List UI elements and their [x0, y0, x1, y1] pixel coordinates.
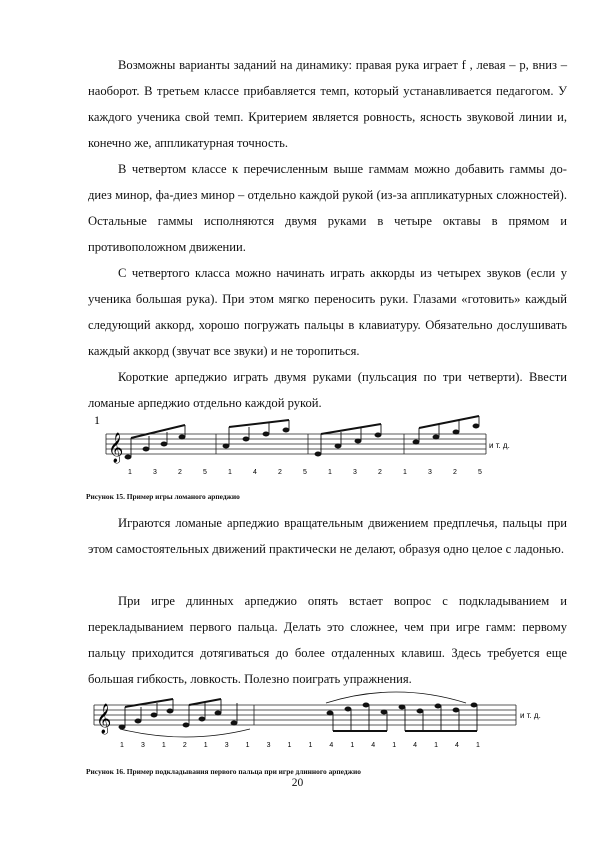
finger-number: 3 [224, 742, 229, 749]
music-example-broken-arpeggio [86, 410, 526, 480]
page-number: 20 [291, 777, 304, 789]
paragraph-long-arpeggios: При игре длинных арпеджио опять встает вопрос с подкладыванием и перекладыванием первого пальца. Делать это сложнее, чем при игре гамм: первому пальцу приходится дотягиваться до более отдаленных клавиш. Здесь требуется еще большая гибкость, ловкость. Полезно поиграть упражнения. [88, 594, 567, 686]
etc-label: и т. д. [489, 441, 510, 450]
paragraph-dynamics: Возможны варианты заданий на динамику: правая рука играет f , левая – p, вниз – наоборот. В третьем классе прибавляется темп, который устанавливается педагогом. У каждого ученика свой темп. Критерием является ровность, ясность звуковой линии и, конечно же, аппликатурная точность. [88, 58, 567, 150]
finger-number: 5 [203, 469, 207, 476]
slur-group-1 [120, 729, 250, 737]
finger-number: 2 [453, 469, 457, 476]
finger-number: 4 [253, 469, 257, 476]
finger-number: 1 [392, 742, 397, 749]
finger-number: 1 [403, 469, 407, 476]
finger-number: 1 [161, 742, 166, 749]
finger-number: 1 [120, 742, 124, 749]
fingering-row-2 [120, 742, 480, 749]
finger-number: 1 [203, 742, 208, 749]
finger-number: 4 [413, 742, 418, 749]
example-number: 1 [94, 413, 100, 427]
finger-number: 1 [476, 742, 480, 749]
notes-long-2 [327, 703, 477, 731]
paragraph-short-arpeggios: Короткие арпеджио играть двумя руками (пульсация по три четверти). Ввести ломаные арпеджио отдельно каждой рукой. [88, 370, 567, 410]
finger-number: 1 [350, 742, 355, 749]
finger-number: 1 [287, 742, 292, 749]
etc-label: и т. д. [520, 711, 541, 720]
paragraph-forearm-rotation: Играются ломаные арпеджио вращательным движением предплечья, пальцы при этом самостоятельных движений практически не делают, образуя одно целое с ладонью. [88, 516, 567, 556]
paragraph-chords: С четвертого класса можно начинать играть аккорды из четырех звуков (если у ученика большая рука). При этом мягко переносить руки. Глазами «готовить» каждый следующий аккорд, хорошо погружать пальцы в клавиатуру. Обязательно дослушивать каждый аккорд (звучат все звуки) и не торопиться. [88, 266, 567, 358]
finger-number: 2 [278, 469, 282, 476]
finger-number: 1 [228, 469, 232, 476]
treble-clef-icon: 𝄞 [96, 704, 112, 734]
notes-group-4 [413, 416, 479, 444]
finger-number: 2 [178, 469, 182, 476]
music-example-long-arpeggio [86, 685, 546, 755]
finger-number: 3 [428, 469, 432, 476]
finger-number: 1 [434, 742, 439, 749]
notes-group-3 [315, 424, 381, 456]
finger-number: 4 [329, 742, 334, 749]
finger-number: 5 [303, 469, 307, 476]
treble-clef-icon: 𝄞 [108, 433, 124, 463]
finger-number: 2 [182, 742, 187, 749]
caption-figure-16: Рисунок 16. Пример подкладывания первого пальца при игре длинного арпеджио [86, 767, 361, 776]
finger-number: 1 [128, 469, 132, 476]
finger-number: 3 [153, 469, 157, 476]
finger-number: 3 [353, 469, 357, 476]
finger-number: 1 [328, 469, 332, 476]
fingering-row-1 [128, 469, 482, 476]
finger-number: 4 [371, 742, 376, 749]
finger-number: 5 [478, 469, 482, 476]
finger-number: 3 [140, 742, 145, 749]
finger-number: 2 [378, 469, 382, 476]
finger-number: 1 [308, 742, 313, 749]
finger-number: 4 [455, 742, 459, 749]
finger-number: 1 [245, 742, 250, 749]
notes-long-1 [119, 699, 237, 729]
paragraph-fourth-grade-scales: В четвертом классе к перечисленным выше гаммам можно добавить гаммы до-диез минор, фа-диез минор – отдельно каждой рукой (из-за аппликатурных сложностей). Остальные гаммы исполняются двумя руками в четыре октавы в прямом и противоположном движении. [88, 162, 567, 254]
caption-figure-15: Рисунок 15. Пример игры ломаного арпеджио [86, 492, 240, 501]
slur-group-2 [326, 692, 466, 703]
finger-number: 3 [266, 742, 271, 749]
